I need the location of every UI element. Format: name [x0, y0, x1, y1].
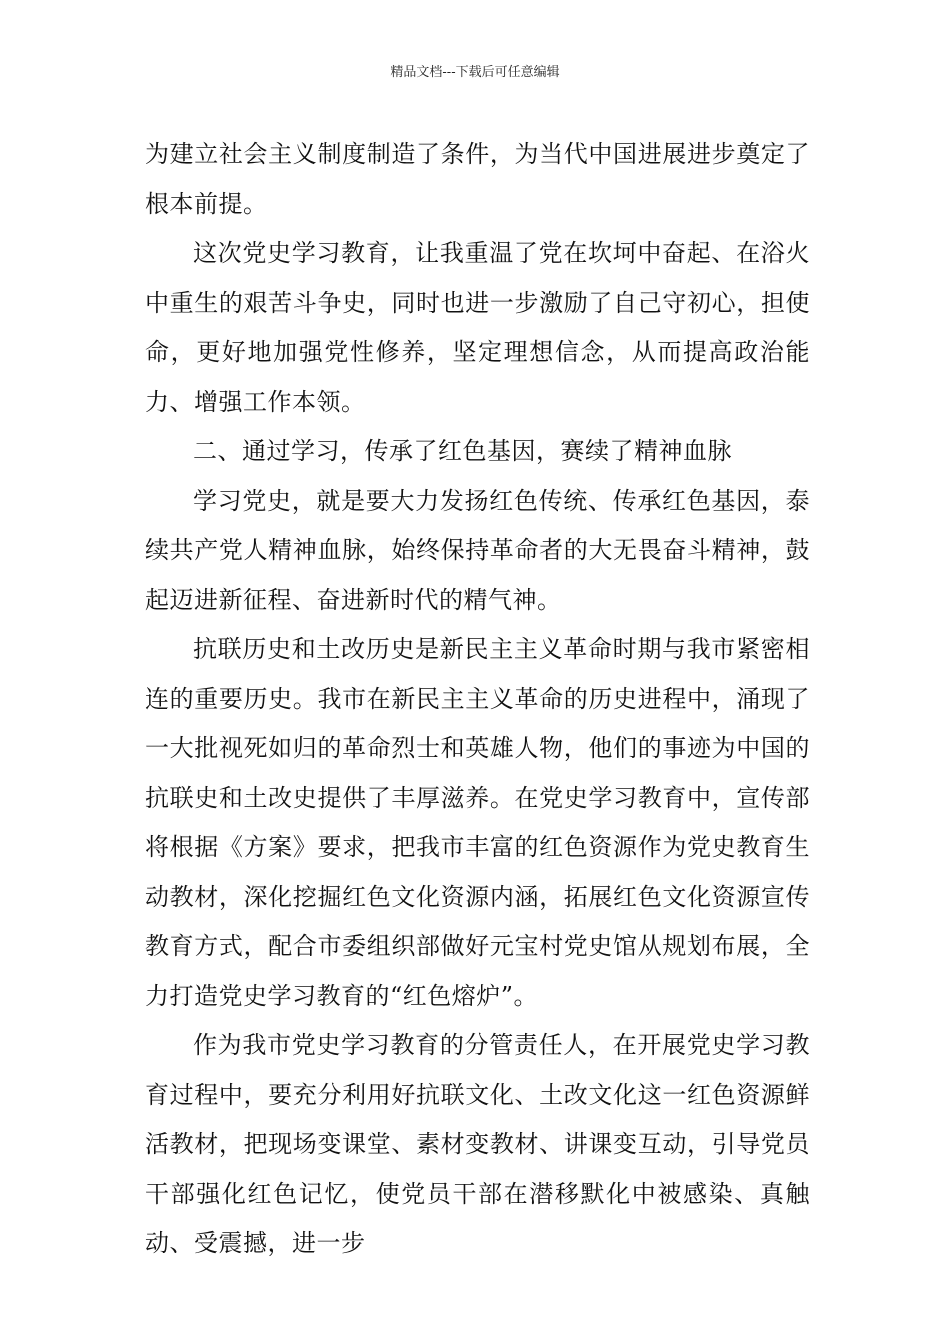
page-header: 精品文档---下载后可任意编辑	[390, 65, 560, 80]
paragraph-study-reflection: 这次党史学习教育，让我重温了党在坎坷中奋起、在浴火中重生的艰苦斗争史，同时也进一步激励了自己守初心，担使命，更好地加强党性修养，坚定理想信念，从而提高政治能力、增强工作本领。	[145, 239, 810, 416]
section-heading-2: 二、通过学习，传承了红色基因，赛续了精神血脉	[193, 437, 732, 465]
paragraph-red-gene: 学习党史，就是要大力发扬红色传统、传承红色基因，泰续共产党人精神血脉，始终保持革命者的大无畏奋斗精神，鼓起迈进新征程、奋进新时代的精气神。	[145, 486, 810, 614]
paragraph-continuation: 为建立社会主义制度制造了条件，为当代中国进展进步奠定了根本前提。	[145, 140, 810, 218]
paragraph-responsibility: 作为我市党史学习教育的分管责任人，在开展党史学习教育过程中，要充分利用好抗联文化、土改文化这一红色资源鲜活教材，把现场变课堂、素材变教材、讲课变互动，引导党员干部强化红色记忆，使党员干部在潜移默化中被感染、真触动、受震撼，进一步	[145, 1031, 810, 1257]
document-body	[145, 130, 810, 1269]
paragraph-local-history: 抗联历史和土改历史是新民主主义革命时期与我市紧密相连的重要历史。我市在新民主主义革命的历史进程中，涌现了一大批视死如归的革命烈士和英雄人物，他们的事迹为中国的抗联史和土改史提供了丰厚滋养。在党史学习教育中，宣传部将根据《方案》要求，把我市丰富的红色资源作为党史教育生动教材，深化挖掘红色文化资源内涵，拓展红色文化资源宣传教育方式，配合市委组织部做好元宝村党史馆从规划布展，全力打造党史学习教育的“红色熔炉”。	[145, 635, 810, 1010]
